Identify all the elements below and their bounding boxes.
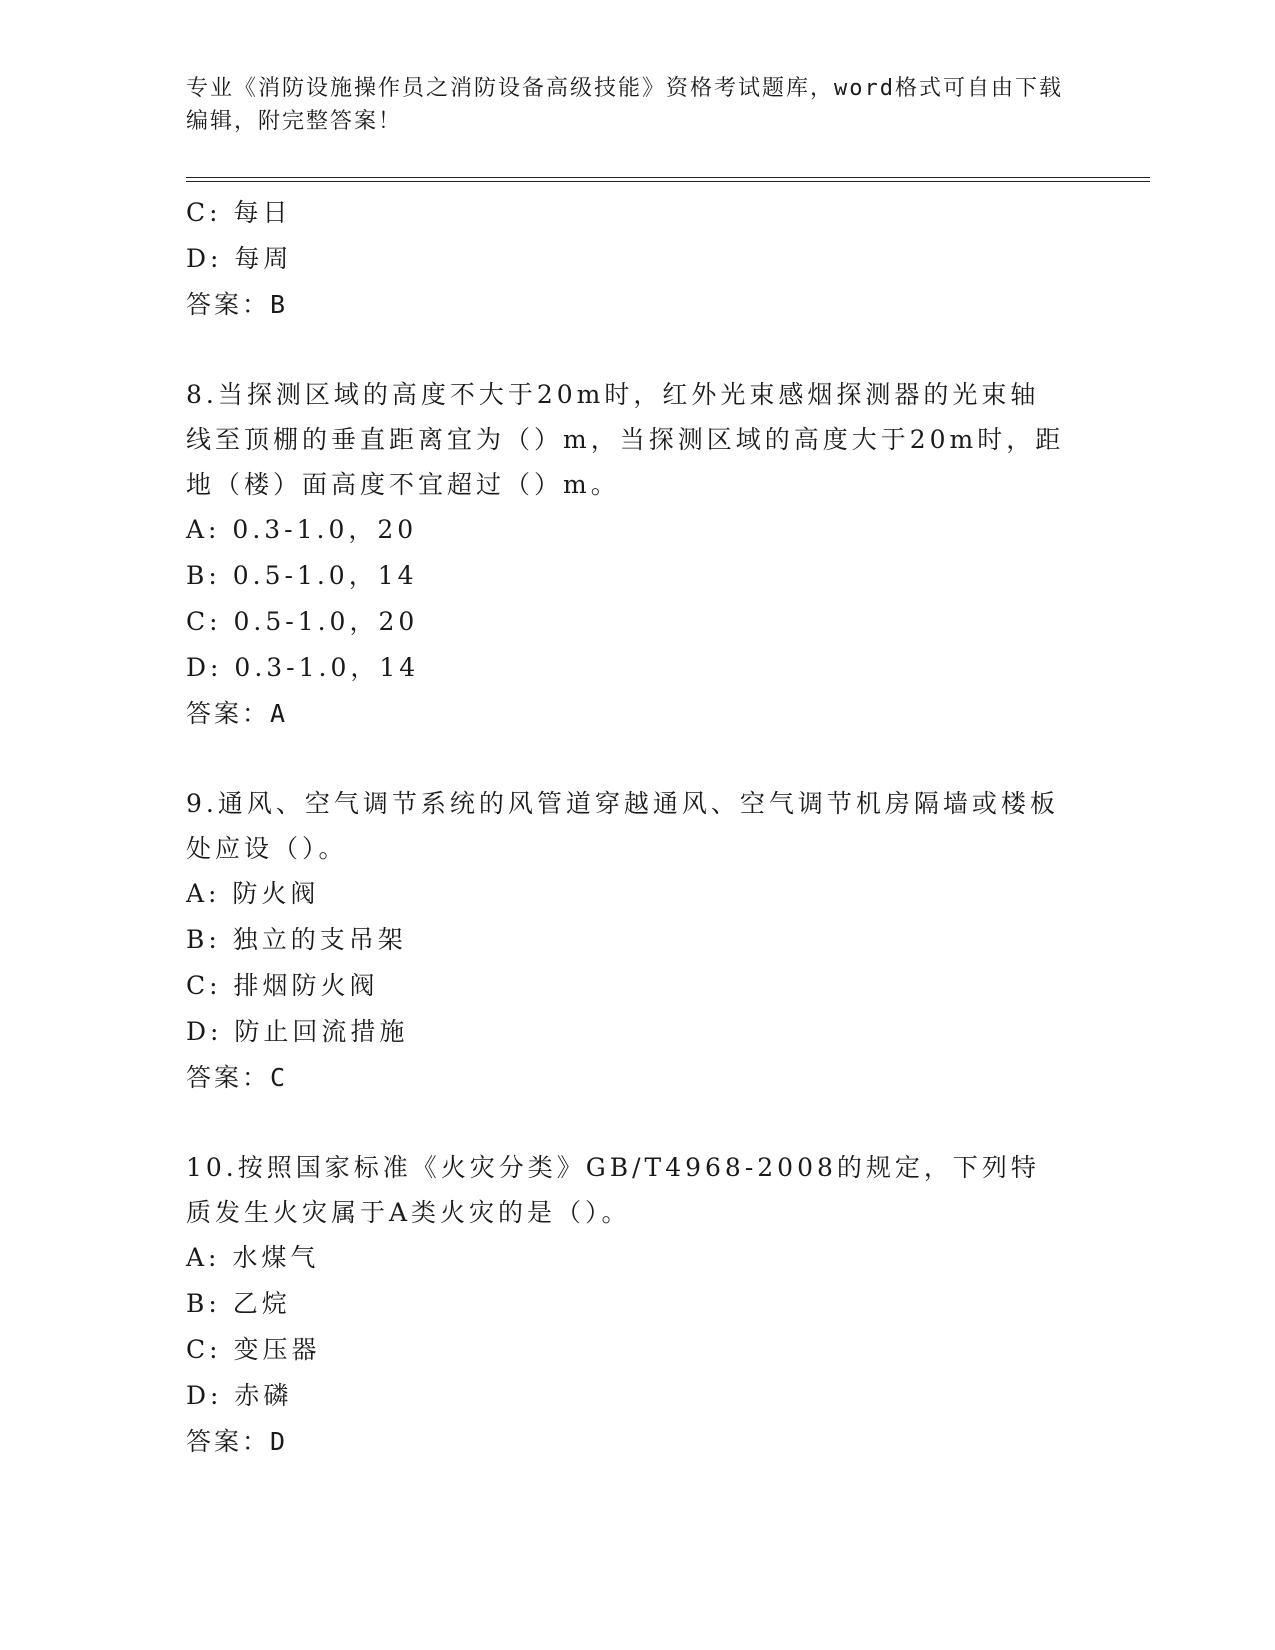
spacer [186,737,1086,781]
option-d: D: 每周 [186,244,293,273]
answer-line: 答案：C [186,1063,289,1092]
question-text: 9.通风、空气调节系统的风管道穿越通风、空气调节机房隔墙或楼板处应设（）。 [186,789,1059,863]
question-text: 8.当探测区域的高度不大于20m时，红外光束感烟探测器的光束轴线至顶棚的垂直距离宜为（）m，当探测区域的高度大于20m时，距地（楼）面高度不宜超过（）m。 [186,380,1065,499]
answer-line: 答案：D [186,1427,289,1456]
option-c: C: 0.5-1.0，20 [186,607,419,636]
option-d: D: 赤磷 [186,1381,293,1410]
option-c: C: 变压器 [186,1335,321,1364]
question-9 [186,781,1086,1101]
option-b: B: 独立的支吊架 [186,925,407,954]
option-c: C: 每日 [186,198,292,227]
question-text: 10.按照国家标准《火灾分类》GB/T4968-2008的规定，下列特质发生火灾属于A类火灾的是（）。 [186,1153,1040,1227]
spacer [186,1101,1086,1145]
option-a: A: 水煤气 [186,1243,320,1272]
answer-line: 答案：B [186,290,289,319]
option-a: A: 防火阀 [186,879,320,908]
question-10 [186,1145,1086,1465]
option-c: C: 排烟防火阀 [186,971,379,1000]
option-a: A: 0.3-1.0，20 [186,515,418,544]
spacer [186,328,1086,372]
option-d: D: 0.3-1.0，14 [186,653,420,682]
option-b: B: 乙烷 [186,1289,291,1318]
header-divider-bottom [186,181,1150,182]
question-7-continued [186,190,1086,328]
header-divider-top [186,177,1150,178]
option-b: B: 0.5-1.0，14 [186,561,418,590]
option-d: D: 防止回流措施 [186,1017,409,1046]
question-list [186,190,1086,1465]
document-header: 专业《消防设施操作员之消防设备高级技能》资格考试题库，word格式可自由下载编辑，附完整答案！ [186,76,1063,134]
answer-line: 答案：A [186,699,289,728]
question-8 [186,372,1086,737]
